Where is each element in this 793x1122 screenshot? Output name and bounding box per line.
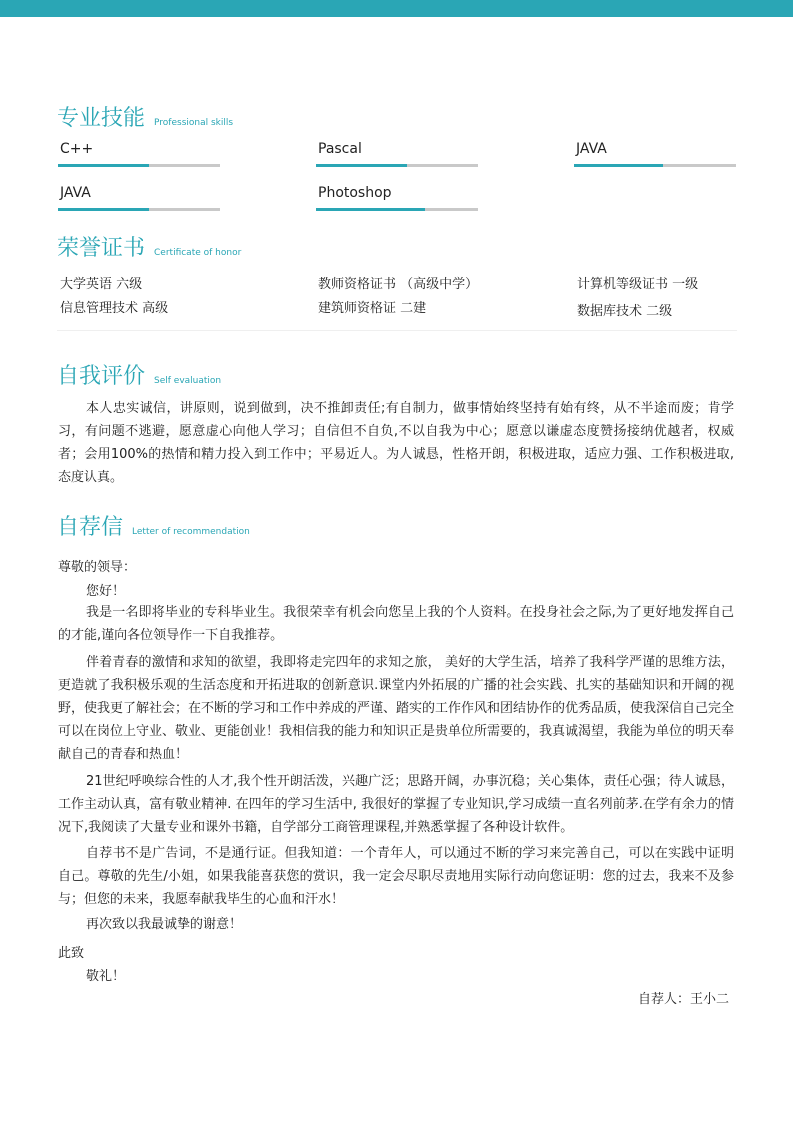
certificate-item: 大学英语 六级 xyxy=(60,277,143,292)
honors-title-en: Certificate of honor xyxy=(154,248,242,258)
skill-bar-track xyxy=(316,164,478,167)
letter-salutation: 尊敬的领导： xyxy=(58,560,137,575)
honors-title-zh: 荣誉证书 xyxy=(57,236,146,261)
skill-item xyxy=(574,140,736,158)
skill-bar-fill xyxy=(316,208,425,211)
skill-item xyxy=(58,184,220,202)
skills-title-en: Professional skills xyxy=(154,118,234,128)
certificate-item: 数据库技术 二级 xyxy=(577,304,673,319)
skill-bar-track xyxy=(316,208,478,211)
letter-paragraph: 再次致以我最诚挚的谢意！ xyxy=(86,917,243,932)
skill-item xyxy=(316,140,478,158)
skill-name: Pascal xyxy=(318,141,362,157)
certificate-item: 教师资格证书 （高级中学） xyxy=(318,277,479,292)
certificate-item: 计算机等级证书 一级 xyxy=(577,277,699,292)
letter-signature: 自荐人：王小二 xyxy=(637,992,729,1007)
letter-greeting: 您好！ xyxy=(86,584,126,599)
skill-name: JAVA xyxy=(576,141,607,157)
skill-bar-fill xyxy=(574,164,663,167)
letter-title-en: Letter of recommendation xyxy=(132,527,250,537)
letter-paragraph: 伴着青春的激情和求知的欲望，我即将走完四年的求知之旅， 美好的大学生活，培养了我科学严谨的思维方法，更造就了我积极乐观的生活态度和开拓进取的创新意识.课堂内外拓展的广播的社会实践、扎实的基础知识和开阔的视野，使我更了解社会；在不断的学习和工作中养成的严谨、踏实的工作作风和团结协作的优秀品质，使我深信自己完全可以在岗位上守业、敬业、更能创业！我相信我的能力和知识正是贵单位所需要的，我真诚渴望，我能为单位的明天奉献自己的青春和热血！ xyxy=(58,655,735,762)
honors-section-title xyxy=(57,231,241,262)
skills-title-zh: 专业技能 xyxy=(57,106,146,131)
letter-title-zh: 自荐信 xyxy=(57,515,124,540)
self-eval-title-zh: 自我评价 xyxy=(57,364,146,389)
certificate-item: 建筑师资格证 二建 xyxy=(318,301,427,316)
letter-paragraph: 自荐书不是广告词，不是通行证。但我知道：一个青年人，可以通过不断的学习来完善自己，可以在实践中证明自己。尊敬的先生/小姐，如果我能喜获您的赏识，我一定会尽职尽责地用实际行动向您证明：您的过去，我来不及参与；但您的未来，我愿奉献我毕生的心血和汗水！ xyxy=(58,846,734,907)
top-accent-bar xyxy=(0,0,793,17)
letter-closing: 此致 xyxy=(58,946,85,961)
self-eval-title-en: Self evaluation xyxy=(154,376,222,386)
skill-name: Photoshop xyxy=(318,185,392,201)
letter-regards: 敬礼！ xyxy=(86,969,126,984)
letter-paragraph: 21世纪呼唤综合性的人才,我个性开朗活泼，兴趣广泛；思路开阔，办事沉稳；关心集体，责任心强；待人诚恳，工作主动认真，富有敬业精神. 在四年的学习生活中, 我很好的掌握了专业知识,学习成绩一直名列前茅.在学有余力的情况下,我阅读了大量专业和课外书籍，自学部分工商管理课程,并熟悉掌握了各种设计软件。 xyxy=(58,774,734,835)
self-eval-section-title xyxy=(57,359,221,390)
self-evaluation-text: 本人忠实诚信，讲原则，说到做到，决不推卸责任;有自制力，做事情始终坚持有始有终，从不半途而废；肯学习，有问题不逃避，愿意虚心向他人学习；自信但不自负,不以自我为中心；愿意以谦虚态度赞扬接纳优越者，权威者；会用100%的热情和精力投入到工作中；平易近人。为人诚恳，性格开朗，积极进取，适应力强、工作积极进取,态度认真。 xyxy=(58,401,734,485)
skill-item xyxy=(58,140,220,158)
certificate-item: 信息管理技术 高级 xyxy=(60,301,169,316)
skill-bar-track xyxy=(58,164,220,167)
skill-bar-fill xyxy=(58,164,149,167)
skill-bar-fill xyxy=(316,164,407,167)
skill-item xyxy=(316,184,478,202)
section-divider xyxy=(57,330,737,331)
letter-paragraph: 我是一名即将毕业的专科毕业生。我很荣幸有机会向您呈上我的个人资料。在投身社会之际,为了更好地发挥自己的才能,谨向各位领导作一下自我推荐。 xyxy=(58,605,734,643)
skill-name: C++ xyxy=(60,141,94,157)
skill-name: JAVA xyxy=(60,185,91,201)
skill-bar-track xyxy=(574,164,736,167)
skill-bar-track xyxy=(58,208,220,211)
skills-section-title xyxy=(57,101,233,132)
skill-bar-fill xyxy=(58,208,149,211)
letter-section-title xyxy=(57,510,250,541)
